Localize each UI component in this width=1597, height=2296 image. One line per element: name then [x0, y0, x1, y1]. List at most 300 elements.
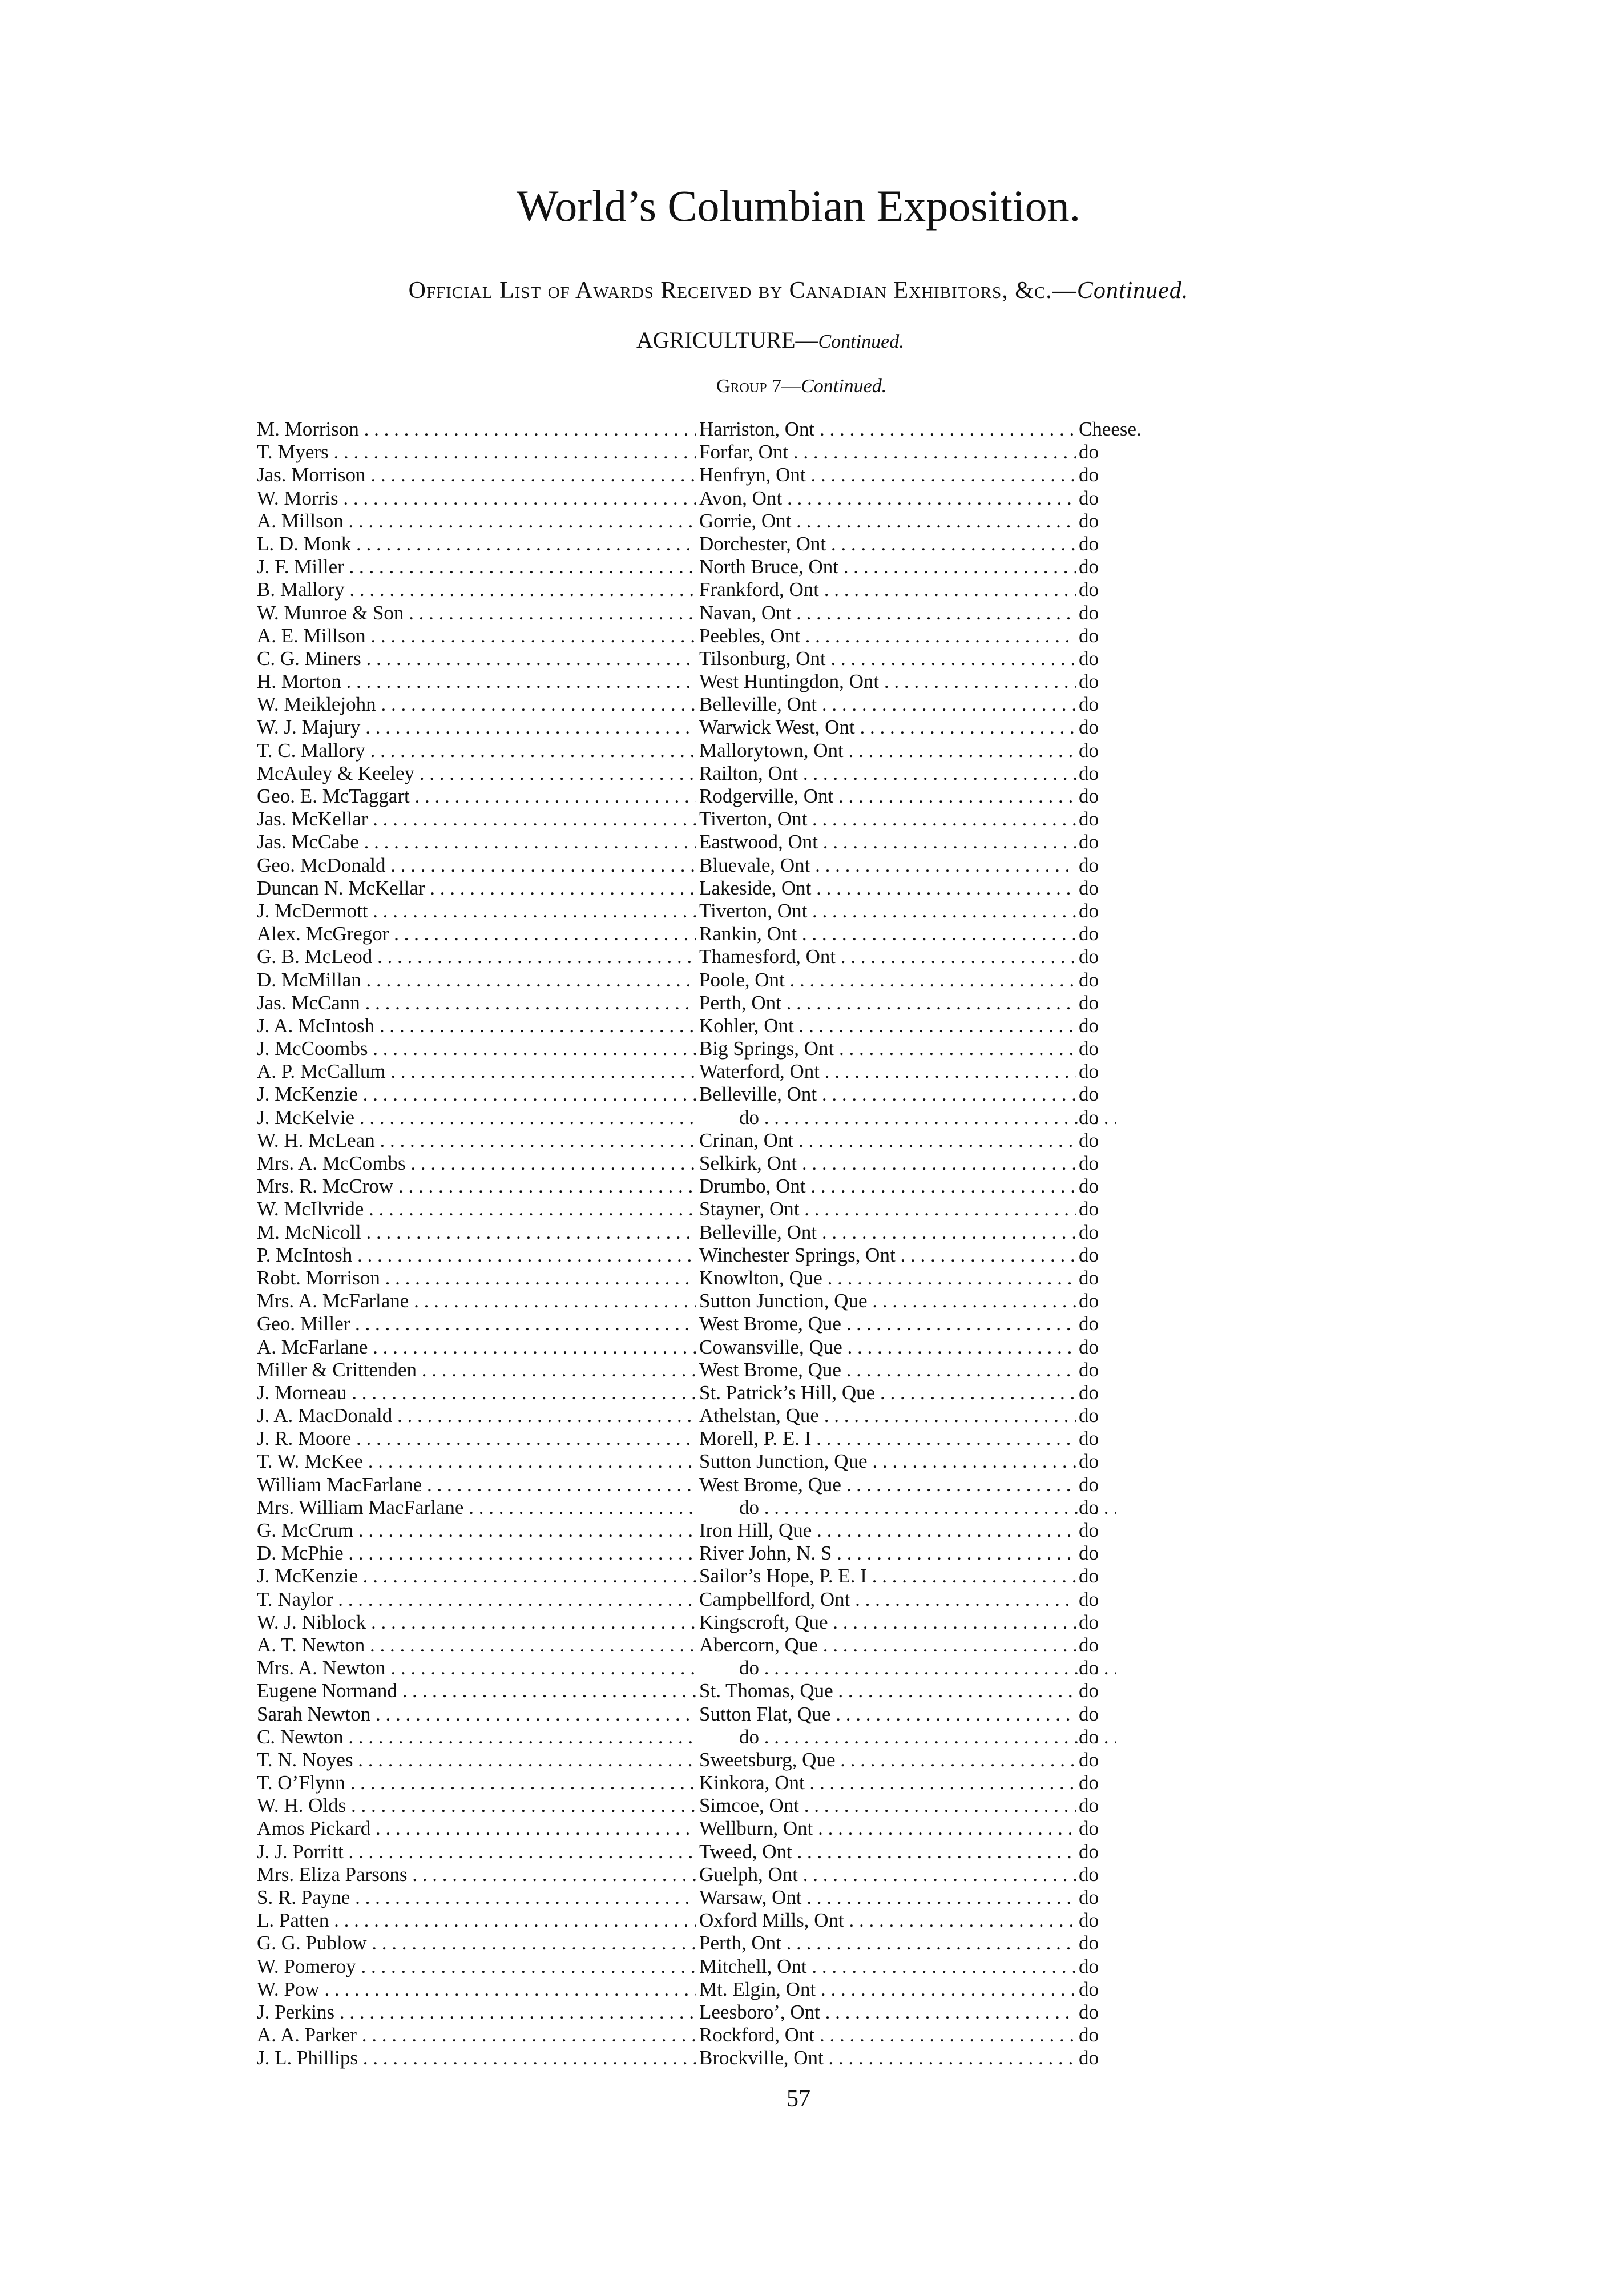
list-item: [257, 831, 1147, 853]
exhibitor-location: Dorchester, Ont . . .: [699, 533, 1076, 555]
exhibitor-name: Mrs. A. McCombs . . .: [257, 1152, 696, 1175]
list-item: [257, 1679, 1147, 1702]
exhibitor-location: Peebles, Ont . . .: [699, 625, 1076, 647]
exhibitor-location: Sutton Flat, Que . . .: [699, 1703, 1076, 1726]
exhibitor-location: Iron Hill, Que . . .: [699, 1519, 1076, 1542]
exhibitor-name: A. A. Parker . . .: [257, 2024, 696, 2047]
award-category: do: [1079, 1863, 1099, 1886]
award-category: do: [1079, 762, 1099, 784]
list-item: [257, 785, 1147, 808]
award-category: do: [1079, 1679, 1099, 1702]
list-item: [257, 1703, 1147, 1726]
exhibitor-name: P. McIntosh . . .: [257, 1244, 696, 1267]
exhibitor-name: Duncan N. McKellar . . .: [257, 877, 696, 900]
list-item: [257, 625, 1147, 647]
award-category: do: [1079, 991, 1099, 1014]
exhibitor-name: A. E. Millson . . .: [257, 625, 696, 647]
exhibitor-name: C. Newton . . .: [257, 1726, 696, 1749]
list-item: [257, 1863, 1147, 1886]
exhibitor-name: J. McCoombs . . .: [257, 1037, 696, 1060]
exhibitor-location: do . . .: [699, 1106, 1116, 1129]
group-heading: [716, 377, 886, 396]
exhibitor-name: J. R. Moore . . .: [257, 1427, 696, 1450]
award-category: do: [1079, 716, 1099, 739]
award-category: do: [1079, 555, 1099, 578]
exhibitor-name: L. D. Monk . . .: [257, 533, 696, 555]
award-category: do: [1079, 1771, 1099, 1794]
list-item: [257, 1840, 1147, 1863]
award-category: do: [1079, 1404, 1099, 1427]
exhibitor-name: W. Morris . . .: [257, 487, 696, 510]
award-category: do: [1079, 853, 1099, 876]
exhibitor-name: G. McCrum . . .: [257, 1519, 696, 1542]
exhibitor-location: Henfryn, Ont . . .: [699, 464, 1076, 486]
award-category: do: [1079, 1243, 1099, 1266]
exhibitor-location: Drumbo, Ont . . .: [699, 1175, 1076, 1198]
exhibitor-location: Kohler, Ont . . .: [699, 1014, 1076, 1037]
list-item: [257, 1794, 1147, 1817]
list-item: [257, 1588, 1147, 1611]
exhibitor-name: J. J. Porritt . . .: [257, 1840, 696, 1863]
award-category: do: [1079, 1473, 1099, 1496]
award-category: do: [1079, 1702, 1099, 1725]
exhibitor-name: J. A. MacDonald . . .: [257, 1404, 696, 1427]
list-item: [257, 762, 1147, 785]
exhibitor-location: Tiverton, Ont . . .: [699, 900, 1076, 923]
exhibitor-name: J. Perkins . . .: [257, 2001, 696, 2024]
page-number: 57: [787, 2086, 810, 2112]
exhibitor-name: G. G. Publow . . .: [257, 1932, 696, 1955]
exhibitor-location: Tilsonburg, Ont . . .: [699, 647, 1076, 670]
award-category: do: [1079, 1542, 1099, 1565]
exhibitor-location: Navan, Ont . . .: [699, 602, 1076, 625]
exhibitor-location: Perth, Ont . . .: [699, 992, 1076, 1014]
exhibitor-location: Poole, Ont . . .: [699, 969, 1076, 992]
list-item: [257, 1634, 1147, 1657]
section-text: AGRICULTURE—: [636, 327, 818, 353]
exhibitor-location: Cowansville, Que . . .: [699, 1336, 1076, 1359]
exhibitor-name: M. McNicoll . . .: [257, 1221, 696, 1244]
list-item: [257, 441, 1147, 464]
exhibitor-name: W. H. McLean . . .: [257, 1129, 696, 1152]
award-category: do: [1079, 647, 1099, 670]
exhibitor-location: Sweetsburg, Que . . .: [699, 1749, 1076, 1771]
exhibitor-location: Crinan, Ont . . .: [699, 1129, 1076, 1152]
list-item: [257, 1542, 1147, 1565]
award-category: do: [1079, 923, 1099, 945]
exhibitor-name: C. G. Miners . . .: [257, 647, 696, 670]
exhibitor-name: A. McFarlane . . .: [257, 1336, 696, 1359]
award-category: do: [1079, 1037, 1099, 1060]
award-category: do: [1079, 624, 1099, 647]
exhibitor-location: Harriston, Ont . . .: [699, 418, 1076, 441]
exhibitor-name: J. McDermott . . .: [257, 900, 696, 923]
list-item: [257, 1496, 1147, 1519]
list-item: [257, 923, 1147, 945]
award-category: do: [1079, 2000, 1099, 2023]
exhibitor-name: Mrs. R. McCrow . . .: [257, 1175, 696, 1198]
list-item: [257, 1336, 1147, 1359]
award-category: do: [1079, 1129, 1099, 1151]
award-category: do: [1079, 899, 1099, 922]
list-item: [257, 992, 1147, 1014]
list-item: [257, 716, 1147, 739]
exhibitor-location: Big Springs, Ont . . .: [699, 1037, 1076, 1060]
award-category: do: [1079, 1450, 1099, 1473]
exhibitor-location: Bluevale, Ont . . .: [699, 854, 1076, 877]
exhibitor-location: Forfar, Ont . . .: [699, 441, 1076, 464]
section-continued: Continued.: [818, 331, 904, 352]
exhibitor-name: W. J. Niblock . . .: [257, 1611, 696, 1634]
exhibitor-location: Kinkora, Ont . . .: [699, 1771, 1076, 1794]
list-item: [257, 1726, 1147, 1749]
exhibitor-location: West Huntingdon, Ont . . .: [699, 670, 1076, 693]
list-item: [257, 1611, 1147, 1634]
award-category: do: [1079, 968, 1099, 991]
exhibitor-location: Tiverton, Ont . . .: [699, 808, 1076, 831]
exhibitor-location: Sutton Junction, Que . . .: [699, 1290, 1076, 1312]
exhibitor-name: W. Pomeroy . . .: [257, 1955, 696, 1978]
award-category: do: [1079, 1840, 1099, 1863]
exhibitor-location: Lakeside, Ont . . .: [699, 877, 1076, 900]
exhibitor-name: Jas. McKellar . . .: [257, 808, 696, 831]
exhibitor-location: West Brome, Que . . .: [699, 1473, 1076, 1496]
exhibitor-name: J. L. Phillips . . .: [257, 2047, 696, 2069]
exhibitor-location: Selkirk, Ont . . .: [699, 1152, 1076, 1175]
exhibitor-location: Knowlton, Que . . .: [699, 1267, 1076, 1290]
list-item: [257, 578, 1147, 601]
list-item: [257, 739, 1147, 762]
exhibitor-name: Amos Pickard . . .: [257, 1817, 696, 1840]
page-title: World’s Columbian Exposition.: [516, 181, 1081, 231]
list-item: [257, 1037, 1147, 1060]
exhibitor-name: Geo. E. McTaggart . . .: [257, 785, 696, 808]
subtitle-text: Official List of Awards Received by Canadian Exhibitors, &c.—: [408, 277, 1077, 304]
list-item: [257, 1932, 1147, 1955]
exhibitor-location: River John, N. S . . .: [699, 1542, 1076, 1565]
list-item: [257, 464, 1147, 486]
exhibitor-name: T. W. McKee . . .: [257, 1450, 696, 1473]
exhibitor-location: West Brome, Que . . .: [699, 1359, 1076, 1381]
exhibitor-name: W. Munroe & Son . . .: [257, 602, 696, 625]
exhibitor-name: G. B. McLeod . . .: [257, 945, 696, 968]
award-category: do: [1079, 1220, 1099, 1243]
award-category: do: [1079, 1932, 1099, 1955]
list-item: [257, 533, 1147, 555]
award-category: do: [1079, 1175, 1099, 1198]
exhibitor-name: B. Mallory . . .: [257, 578, 696, 601]
exhibitor-location: St. Thomas, Que . . .: [699, 1679, 1076, 1702]
list-item: [257, 487, 1147, 510]
award-category: Cheese.: [1079, 418, 1142, 440]
exhibitor-location: Abercorn, Que . . .: [699, 1634, 1076, 1657]
award-category: do: [1079, 1152, 1099, 1174]
award-category: do: [1079, 1266, 1099, 1289]
award-category: do: [1079, 1565, 1099, 1588]
list-item: [257, 1404, 1147, 1427]
group-continued: Continued.: [801, 376, 887, 397]
list-item: [257, 1267, 1147, 1290]
list-item: [257, 1060, 1147, 1083]
list-item: [257, 1083, 1147, 1106]
exhibitor-name: H. Morton . . .: [257, 670, 696, 693]
exhibitor-name: J. Morneau . . .: [257, 1381, 696, 1404]
exhibitor-location: Railton, Ont . . .: [699, 762, 1076, 785]
exhibitor-location: Brockville, Ont . . .: [699, 2047, 1076, 2069]
award-category: do: [1079, 1588, 1099, 1610]
exhibitor-name: T. O’Flynn . . .: [257, 1771, 696, 1794]
award-category: do: [1079, 1633, 1099, 1656]
exhibitor-name: Mrs. A. McFarlane . . .: [257, 1290, 696, 1312]
list-item: [257, 1312, 1147, 1335]
list-item: [257, 670, 1147, 693]
award-category: do: [1079, 808, 1099, 831]
exhibitor-location: do . . .: [699, 1726, 1116, 1749]
award-category: do: [1079, 601, 1099, 624]
group-text: Group 7—: [716, 376, 801, 397]
exhibitor-location: Winchester Springs, Ont . . .: [699, 1244, 1076, 1267]
exhibitor-name: W. McIlvride . . .: [257, 1198, 696, 1220]
award-category: do: [1079, 1106, 1099, 1129]
subtitle-continued: Continued.: [1076, 277, 1189, 304]
awards-list: [257, 418, 1147, 2070]
list-item: [257, 808, 1147, 831]
list-item: [257, 1955, 1147, 1978]
exhibitor-location: Warwick West, Ont . . .: [699, 716, 1076, 739]
list-item: [257, 969, 1147, 992]
award-category: do: [1079, 1496, 1099, 1518]
list-item: [257, 877, 1147, 900]
list-item: [257, 1886, 1147, 1909]
list-item: [257, 647, 1147, 670]
list-item: [257, 1427, 1147, 1450]
award-category: do: [1079, 876, 1099, 899]
award-category: do: [1079, 693, 1099, 716]
award-category: do: [1079, 1290, 1099, 1312]
exhibitor-location: Sailor’s Hope, P. E. I . . .: [699, 1565, 1076, 1588]
exhibitor-name: J. F. Miller . . .: [257, 555, 696, 578]
exhibitor-name: L. Patten . . .: [257, 1909, 696, 1932]
award-category: do: [1079, 2024, 1099, 2047]
award-category: do: [1079, 1060, 1099, 1083]
exhibitor-location: Tweed, Ont . . .: [699, 1840, 1076, 1863]
exhibitor-name: Mrs. Eliza Parsons . . .: [257, 1863, 696, 1886]
exhibitor-name: Mrs. A. Newton . . .: [257, 1657, 696, 1679]
exhibitor-location: Belleville, Ont . . .: [699, 1221, 1076, 1244]
award-category: do: [1079, 1657, 1099, 1679]
list-item: [257, 1198, 1147, 1220]
exhibitor-name: W. J. Majury . . .: [257, 716, 696, 739]
award-category: do: [1079, 1909, 1099, 1932]
exhibitor-name: T. Myers . . .: [257, 441, 696, 464]
award-category: do: [1079, 1794, 1099, 1817]
exhibitor-location: Rankin, Ont . . .: [699, 923, 1076, 945]
list-item: [257, 1817, 1147, 1840]
award-category: do: [1079, 785, 1099, 807]
list-item: [257, 2024, 1147, 2047]
list-item: [257, 1771, 1147, 1794]
award-category: do: [1079, 831, 1099, 853]
award-category: do: [1079, 1358, 1099, 1381]
award-category: do: [1079, 1610, 1099, 1633]
award-category: do: [1079, 1381, 1099, 1404]
exhibitor-location: Athelstan, Que . . .: [699, 1404, 1076, 1427]
award-category: do: [1079, 578, 1099, 601]
list-item: [257, 1909, 1147, 1932]
exhibitor-location: Leesboro’, Ont . . .: [699, 2001, 1076, 2024]
award-category: do: [1079, 1725, 1099, 1748]
exhibitor-location: Mallorytown, Ont . . .: [699, 739, 1076, 762]
exhibitor-name: T. C. Mallory . . .: [257, 739, 696, 762]
list-item: [257, 1152, 1147, 1175]
exhibitor-name: McAuley & Keeley . . .: [257, 762, 696, 785]
exhibitor-location: Avon, Ont . . .: [699, 487, 1076, 510]
award-category: do: [1079, 1955, 1099, 1977]
list-item: [257, 1657, 1147, 1679]
exhibitor-name: Jas. McCabe . . .: [257, 831, 696, 853]
exhibitor-name: J. McKenzie . . .: [257, 1565, 696, 1588]
exhibitor-name: Miller & Crittenden . . .: [257, 1359, 696, 1381]
exhibitor-location: Gorrie, Ont . . .: [699, 510, 1076, 533]
exhibitor-location: Stayner, Ont . . .: [699, 1198, 1076, 1220]
award-category: do: [1079, 670, 1099, 693]
exhibitor-location: Perth, Ont . . .: [699, 1932, 1076, 1955]
exhibitor-name: Sarah Newton . . .: [257, 1703, 696, 1726]
list-item: [257, 2001, 1147, 2024]
exhibitor-name: A. Millson . . .: [257, 510, 696, 533]
exhibitor-location: do . . .: [699, 1657, 1116, 1679]
award-category: do: [1079, 1312, 1099, 1335]
exhibitor-location: Sutton Junction, Que . . .: [699, 1450, 1076, 1473]
award-category: do: [1079, 1748, 1099, 1771]
list-item: [257, 693, 1147, 716]
award-category: do: [1079, 486, 1099, 509]
list-item: [257, 1244, 1147, 1267]
exhibitor-location: Warsaw, Ont . . .: [699, 1886, 1076, 1909]
list-item: [257, 1290, 1147, 1312]
exhibitor-name: Jas. Morrison . . .: [257, 464, 696, 486]
award-category: do: [1079, 1335, 1099, 1358]
exhibitor-location: Belleville, Ont . . .: [699, 693, 1076, 716]
list-item: [257, 1129, 1147, 1152]
exhibitor-location: Waterford, Ont . . .: [699, 1060, 1076, 1083]
exhibitor-location: St. Patrick’s Hill, Que . . .: [699, 1381, 1076, 1404]
exhibitor-name: A. P. McCallum . . .: [257, 1060, 696, 1083]
list-item: [257, 510, 1147, 533]
exhibitor-location: do . . .: [699, 1496, 1116, 1519]
list-item: [257, 1473, 1147, 1496]
exhibitor-location: Eastwood, Ont . . .: [699, 831, 1076, 853]
list-item: [257, 1978, 1147, 2001]
award-category: do: [1079, 2047, 1099, 2069]
exhibitor-location: Campbellford, Ont . . .: [699, 1588, 1076, 1611]
list-item: [257, 1519, 1147, 1542]
exhibitor-name: M. Morrison . . .: [257, 418, 696, 441]
list-item: [257, 854, 1147, 877]
award-category: do: [1079, 739, 1099, 762]
exhibitor-location: Mitchell, Ont . . .: [699, 1955, 1076, 1978]
list-item: [257, 1565, 1147, 1588]
exhibitor-name: Jas. McCann . . .: [257, 992, 696, 1014]
list-item: [257, 1014, 1147, 1037]
award-category: do: [1079, 1817, 1099, 1840]
exhibitor-location: Simcoe, Ont . . .: [699, 1794, 1076, 1817]
list-item: [257, 555, 1147, 578]
list-subtitle: [0, 279, 1597, 303]
award-category: do: [1079, 1977, 1099, 2000]
exhibitor-location: West Brome, Que . . .: [699, 1312, 1076, 1335]
exhibitor-location: Oxford Mills, Ont . . .: [699, 1909, 1076, 1932]
exhibitor-name: A. T. Newton . . .: [257, 1634, 696, 1657]
list-item: [257, 1221, 1147, 1244]
award-category: do: [1079, 1198, 1099, 1220]
exhibitor-name: Robt. Morrison . . .: [257, 1267, 696, 1290]
list-item: [257, 1381, 1147, 1404]
exhibitor-name: Eugene Normand . . .: [257, 1679, 696, 1702]
exhibitor-name: Alex. McGregor . . .: [257, 923, 696, 945]
exhibitor-name: W. Meiklejohn . . .: [257, 693, 696, 716]
award-category: do: [1079, 532, 1099, 555]
exhibitor-name: J. A. McIntosh . . .: [257, 1014, 696, 1037]
award-category: do: [1079, 1083, 1099, 1106]
list-item: [257, 1450, 1147, 1473]
exhibitor-name: J. McKenzie . . .: [257, 1083, 696, 1106]
award-category: do: [1079, 441, 1099, 464]
list-item: [257, 418, 1147, 441]
exhibitor-location: Rockford, Ont . . .: [699, 2024, 1076, 2047]
exhibitor-location: North Bruce, Ont . . .: [699, 555, 1076, 578]
award-category: do: [1079, 1014, 1099, 1037]
award-category: do: [1079, 1886, 1099, 1908]
exhibitor-name: J. McKelvie . . .: [257, 1106, 696, 1129]
exhibitor-location: Frankford, Ont . . .: [699, 578, 1076, 601]
exhibitor-name: D. McPhie . . .: [257, 1542, 696, 1565]
list-item: [257, 1175, 1147, 1198]
exhibitor-location: Belleville, Ont . . .: [699, 1083, 1076, 1106]
exhibitor-location: Mt. Elgin, Ont . . .: [699, 1978, 1076, 2001]
award-category: do: [1079, 1427, 1099, 1450]
exhibitor-name: D. McMillan . . .: [257, 969, 696, 992]
exhibitor-location: Wellburn, Ont . . .: [699, 1817, 1076, 1840]
exhibitor-name: Geo. Miller . . .: [257, 1312, 696, 1335]
award-category: do: [1079, 1519, 1099, 1541]
exhibitor-name: Mrs. William MacFarlane . . .: [257, 1496, 696, 1519]
exhibitor-location: Kingscroft, Que . . .: [699, 1611, 1076, 1634]
exhibitor-name: William MacFarlane . . .: [257, 1473, 696, 1496]
award-category: do: [1079, 509, 1099, 532]
list-item: [257, 900, 1147, 923]
list-item: [257, 1106, 1147, 1129]
award-category: do: [1079, 464, 1099, 486]
list-item: [257, 1749, 1147, 1771]
exhibitor-name: W. Pow . . .: [257, 1978, 696, 2001]
exhibitor-name: S. R. Payne . . .: [257, 1886, 696, 1909]
award-category: do: [1079, 945, 1099, 968]
list-item: [257, 602, 1147, 625]
exhibitor-location: Guelph, Ont . . .: [699, 1863, 1076, 1886]
exhibitor-location: Thamesford, Ont . . .: [699, 945, 1076, 968]
section-heading: [636, 329, 904, 352]
exhibitor-location: Rodgerville, Ont . . .: [699, 785, 1076, 808]
exhibitor-name: T. Naylor . . .: [257, 1588, 696, 1611]
exhibitor-location: Morell, P. E. I . . .: [699, 1427, 1076, 1450]
list-item: [257, 2047, 1147, 2069]
exhibitor-name: Geo. McDonald . . .: [257, 854, 696, 877]
exhibitor-name: T. N. Noyes . . .: [257, 1749, 696, 1771]
list-item: [257, 945, 1147, 968]
list-item: [257, 1359, 1147, 1381]
exhibitor-name: W. H. Olds . . .: [257, 1794, 696, 1817]
